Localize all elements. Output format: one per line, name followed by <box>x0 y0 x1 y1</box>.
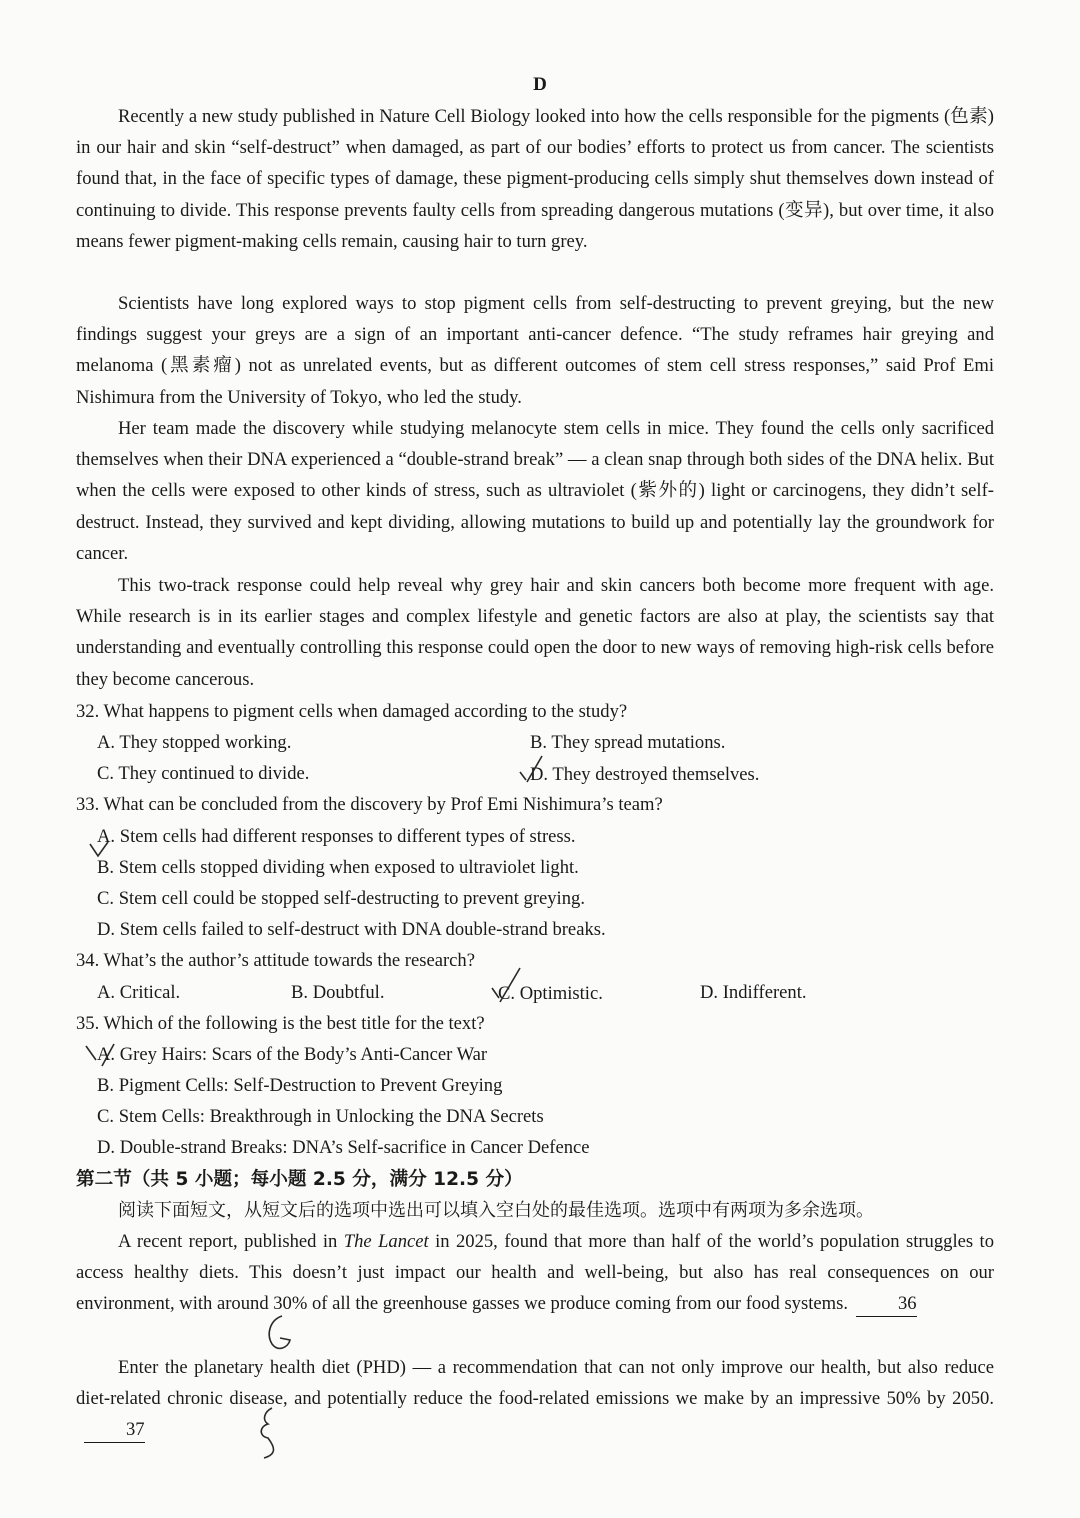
question-32-option-a[interactable]: A. They stopped working. <box>97 732 292 753</box>
question-32-stem: 32. What happens to pigment cells when damaged according to the study? <box>76 701 628 722</box>
passage-paragraph-4: This two-track response could help reveal why grey hair and skin cancers both become more frequent with age. While research is in its earlier stages and complex lifestyle and genetic factors are also at play, the scientists say that understanding and eventually controlling this response could open the door to new ways of removing high-risk cells before they become cancerous. <box>76 575 994 690</box>
question-34-option-c[interactable]: C. Optimistic. <box>498 983 603 1004</box>
part2-p1-after: in 2025, found that more than half of the world’s population struggles to access healthy diets. This doesn’t just impact our health and well-being, but also has real consequences on our environment, with around 30% of all the greenhouse gasses we produce coming from our food systems. <box>76 1231 994 1315</box>
question-35-option-d[interactable]: D. Double-strand Breaks: DNA’s Self-sacrifice in Cancer Defence <box>97 1137 590 1158</box>
question-32-option-b[interactable]: B. They spread mutations. <box>530 732 726 753</box>
passage-paragraph-1: Recently a new study published in Nature Cell Biology looked into how the cells responsible for the pigments (色素) in our hair and skin “self-destruct” when damaged, as part of our bodies’ efforts to protect us from cancer. The scientists found that, in the face of specific types of damage, these pigment-producing cells simply shut themselves down instead of continuing to divide. This response prevents faulty cells from spreading dangerous mutations (变异), but over time, it also means fewer pigment-making cells remain, causing hair to turn grey. <box>76 106 994 252</box>
passage-paragraph-3: Her team made the discovery while studying melanocyte stem cells in mice. They found the cells only sacrificed themselves when their DNA experienced a “double-strand break” — a clean snap through both sides of the DNA helix. But when the cells were exposed to other kinds of stress, such as ultraviolet (紫外的) light or carcinogens, they didn’t self-destruct. Instead, they survived and kept dividing, allowing mutations to build up and potentially lay the groundwork for cancer. <box>76 418 994 564</box>
blank-36[interactable]: 36 <box>856 1292 917 1317</box>
question-35-option-a[interactable]: A. Grey Hairs: Scars of the Body’s Anti-Cancer War <box>97 1044 488 1065</box>
question-33-option-b[interactable]: B. Stem cells stopped dividing when exposed to ultraviolet light. <box>97 857 579 878</box>
question-32-option-c[interactable]: C. They continued to divide. <box>97 763 310 784</box>
section-letter: D <box>533 74 547 95</box>
question-34-option-b[interactable]: B. Doubtful. <box>291 982 385 1003</box>
question-34-stem: 34. What’s the author’s attitude towards the research? <box>76 950 475 971</box>
question-35-stem: 35. Which of the following is the best title for the text? <box>76 1013 485 1034</box>
part2-instruction: 阅读下面短文，从短文后的选项中选出可以填入空白处的最佳选项。选项中有两项为多余选项。 <box>118 1200 874 1221</box>
part2-paragraph-2 <box>76 1352 994 1446</box>
question-33-option-c[interactable]: C. Stem cell could be stopped self-destructing to prevent greying. <box>97 888 585 909</box>
part2-p2-text: Enter the planetary health diet (PHD) — a recommendation that can not only improve our health, but also reduce diet-related chronic disease, and potentially reduce the food-related emissions we make by an impressive 50% by 2050. <box>76 1357 994 1410</box>
question-32-option-d[interactable]: D. They destroyed themselves. <box>530 764 760 785</box>
part2-heading: 第二节（共 5 小题；每小题 2.5 分，满分 12.5 分） <box>76 1169 523 1190</box>
blank-37[interactable]: 37 <box>84 1418 145 1443</box>
question-33-option-a[interactable]: A. Stem cells had different responses to different types of stress. <box>97 826 576 847</box>
passage-paragraph-2: Scientists have long explored ways to stop pigment cells from self-destructing to prevent greying, but the new findings suggest your greys are a sign of an important anti-cancer defence. “The study reframes hair greying and melanoma (黑素瘤) not as unrelated events, but as different outcomes of stem cell stress responses,” said Prof Emi Nishimura from the University of Tokyo, who led the study. <box>76 293 994 408</box>
question-33-stem: 33. What can be concluded from the discovery by Prof Emi Nishimura’s team? <box>76 794 663 815</box>
journal-name: The Lancet <box>343 1231 429 1252</box>
question-34-option-a[interactable]: A. Critical. <box>97 982 181 1003</box>
question-34-option-d[interactable]: D. Indifferent. <box>700 982 807 1003</box>
question-35-option-c[interactable]: C. Stem Cells: Breakthrough in Unlocking the DNA Secrets <box>97 1106 544 1127</box>
question-33-option-d[interactable]: D. Stem cells failed to self-destruct with DNA double-strand breaks. <box>97 919 606 940</box>
part2-paragraph-1 <box>76 1226 994 1320</box>
question-35-option-b[interactable]: B. Pigment Cells: Self-Destruction to Prevent Greying <box>97 1075 503 1096</box>
part2-p1-before: A recent report, published in <box>118 1231 344 1252</box>
